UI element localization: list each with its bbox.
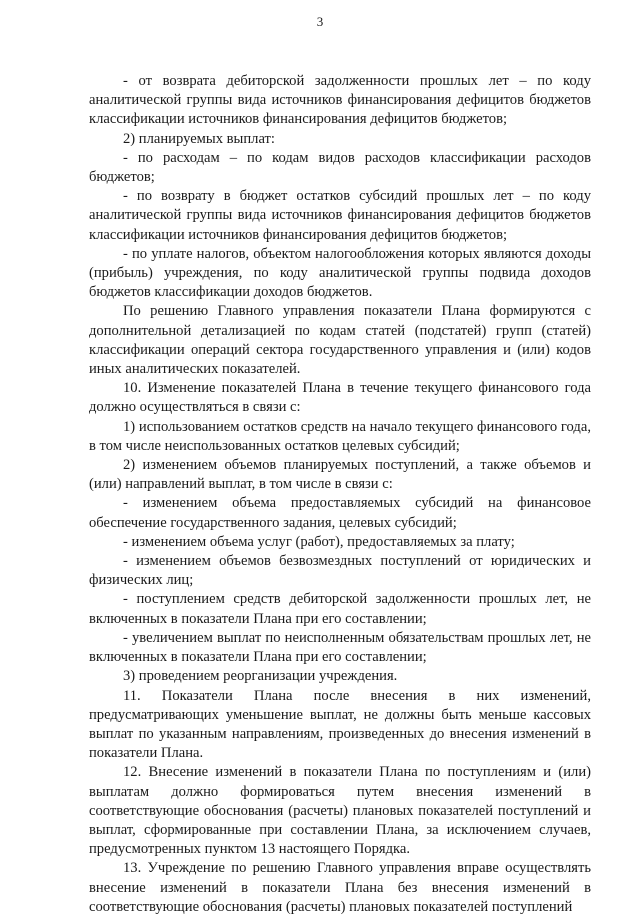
paragraph: - от возврата дебиторской задолженности прошлых лет – по коду аналитической группы вида источников финансирования дефицитов бюджетов классификации источников финансирования дефицитов бюджетов; (89, 73, 591, 128)
page-number: 3 (316, 14, 324, 29)
paragraph: 1) использованием остатков средств на начало текущего финансового года, в том числе неиспользованных остатков целевых субсидий; (89, 418, 591, 454)
paragraph: - по расходам – по кодам видов расходов классификации расходов бюджетов; (89, 149, 591, 186)
paragraph: - по возврату в бюджет остатков субсидий прошлых лет – по коду аналитической группы вида источников финансирования дефицитов бюджетов классификации источников финансирования дефицитов бюджетов; (89, 188, 591, 243)
paragraph: - поступлением средств дебиторской задолженности прошлых лет, не включенных в показатели Плана при его составлении; (89, 591, 591, 627)
paragraph: - изменением объема предоставляемых субсидий на финансовое обеспечение государственного задания, целевых субсидий; (89, 495, 591, 531)
paragraph: 2) изменением объемов планируемых поступлений, а также объемов и (или) направлений выплат, в том числе в связи с: (89, 457, 591, 493)
paragraph: 12. Внесение изменений в показатели Плана по поступлениям и (или) выплатам должно формироваться путем внесения изменений в соответствующие обоснования (расчеты) плановых показателей поступлений и выплат, сформированные при составлении Плана, за исключением случаев, предусмотренных пунктом 13 настоящего Порядка. (89, 764, 591, 858)
document-body (89, 72, 591, 917)
paragraph: 3) проведением реорганизации учреждения. (123, 668, 398, 685)
paragraph: - изменением объема услуг (работ), предоставляемых за плату; (123, 533, 515, 550)
paragraph: 10. Изменение показателей Плана в течение текущего финансового года должно осуществляться в связи с: (89, 380, 591, 416)
paragraph: 2) планируемых выплат: (123, 130, 275, 147)
paragraph: - изменением объемов безвозмездных поступлений от юридических и физических лиц; (89, 553, 591, 589)
paragraph: По решению Главного управления показатели Плана формируются с дополнительной детализацией по кодам статей (подстатей) групп (статей) классификации операций сектора государственного управления и (или) кодов иных аналитических показателей. (89, 303, 591, 378)
paragraph: - увеличением выплат по неисполненным обязательствам прошлых лет, не включенных в показатели Плана при его составлении; (89, 629, 591, 666)
paragraph: 11. Показатели Плана после внесения в них изменений, предусматривающих уменьшение выплат, не должны быть меньше кассовых выплат по указанным направлениям, произведенных до внесения изменений в показатели Плана. (89, 687, 591, 762)
paragraph: 13. Учреждение по решению Главного управления вправе осуществлять внесение изменений в показатели Плана без внесения изменений в соответствующие обоснования (расчеты) плановых показателей поступлений (89, 860, 591, 915)
paragraph: - по уплате налогов, объектом налогообложения которых являются доходы (прибыль) учреждения, по коду аналитической группы подвида доходов бюджетов классификации доходов бюджетов. (89, 245, 591, 301)
